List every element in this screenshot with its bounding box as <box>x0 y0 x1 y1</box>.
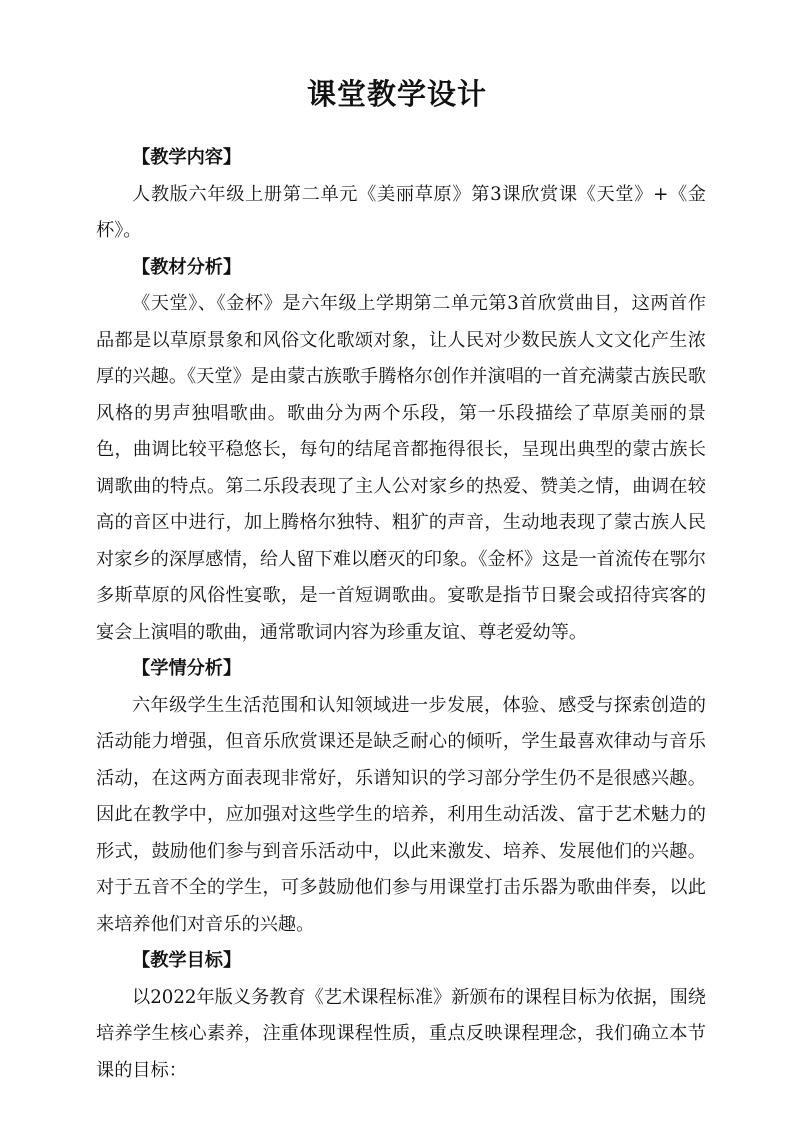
document-body <box>96 140 706 1089</box>
section-teaching-content <box>96 140 706 250</box>
section-paragraph: 六年级学生生活范围和认知领域进一步发展，体验、感受与探索创造的活动能力增强，但音乐欣赏课还是缺乏耐心的倾听，学生最喜欢律动与音乐活动，在这两方面表现非常好，乐谱知识的学习部分学生仍不是很感兴趣。因此在教学中，应加强对这些学生的培养，利用生动活泼、富于艺术魅力的形式，鼓励他们参与到音乐活动中，以此来激发、培养、发展他们的兴趣。对于五音不全的学生，可多鼓励他们参与用课堂打击乐器为歌曲伴奏，以此来培养他们对音乐的兴趣。 <box>96 694 706 935</box>
section-paragraph: 人教版六年级上册第二单元《美丽草原》第3课欣赏课《天堂》+《金杯》。 <box>96 183 706 241</box>
page-title: 课堂教学设计 <box>306 77 487 111</box>
section-heading: 【教学内容】 <box>132 147 242 168</box>
section-heading: 【学情分析】 <box>132 658 242 679</box>
section-student-analysis <box>96 651 706 943</box>
section-textbook-analysis <box>96 250 706 652</box>
section-heading: 【教材分析】 <box>132 256 242 278</box>
section-teaching-goals <box>96 943 706 1089</box>
section-heading: 【教学目标】 <box>132 950 242 971</box>
section-paragraph: 以2022年版义务教育《艺术课程标准》新颁布的课程目标为依据，围绕培养学生核心素养，注重体现课程性质，重点反映课程理念，我们确立本节课的目标： <box>96 986 706 1081</box>
section-paragraph: 《天堂》、《金杯》是六年级上学期第二单元第3首欣赏曲目，这两首作品都是以草原景象和风俗文化歌颂对象，让人民对少数民族人文文化产生浓厚的兴趣。《天堂》是由蒙古族歌手腾格尔创作并演唱的一首充满蒙古族民歌风格的男声独唱歌曲。歌曲分为两个乐段，第一乐段描绘了草原美丽的景色，曲调比较平稳悠长，每句的结尾音都拖得很长，呈现出典型的蒙古族长调歌曲的特点。第二乐段表现了主人公对家乡的热爱、赞美之情，曲调在较高的音区中进行，加上腾格尔独特、粗犷的声音，生动地表现了蒙古族人民对家乡的深厚感情，给人留下难以磨灭的印象。《金杯》这是一首流传在鄂尔多斯草原的风俗性宴歌，是一首短调歌曲。宴歌是指节日聚会或招待宾客的宴会上演唱的歌曲，通常歌词内容为珍重友谊、尊老爱幼等。 <box>96 293 706 643</box>
